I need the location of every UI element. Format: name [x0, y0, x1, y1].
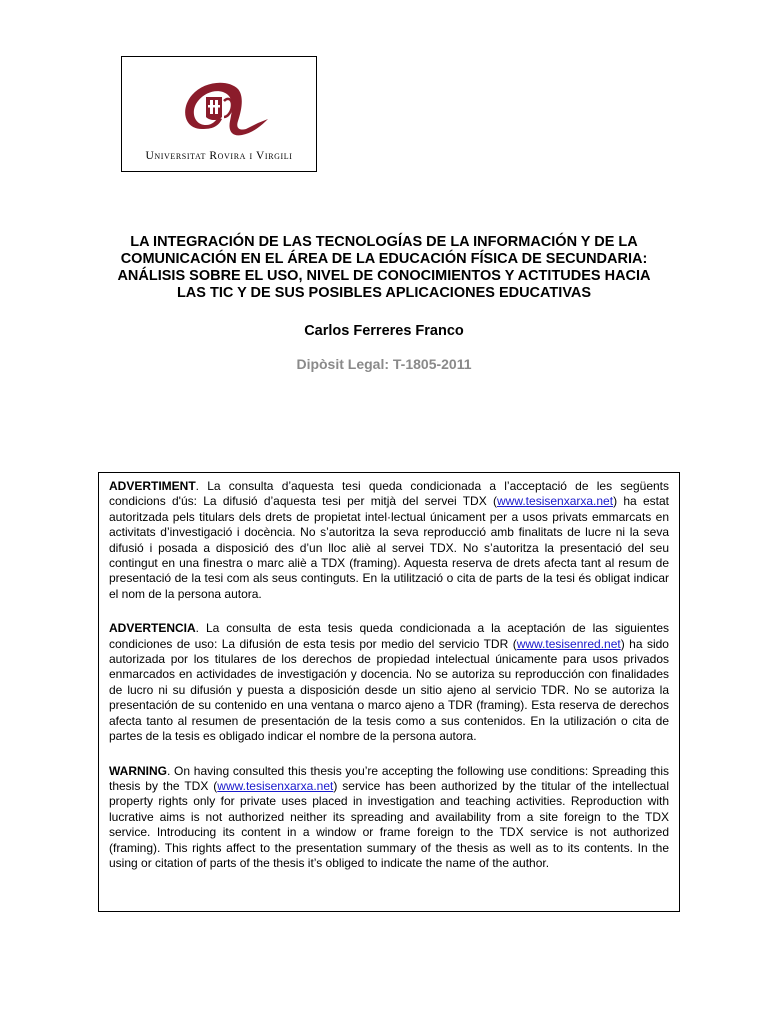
notice-english-text-1: . On having consulted this thesis you’re accepting the following use conditions: Spreading this thesis by the TDX (	[109, 763, 669, 793]
university-name: Universitat Rovira i Virgili	[145, 150, 293, 162]
notice-english-link[interactable]: www.tesisenxarxa.net	[217, 778, 334, 793]
notice-english-text-2: ) service has been authorized by the titular of the intellectual property rights only for private uses placed in investigation and teaching activities. Reproduction with lucrative aims is not authorized neither its spreading and availability from a site foreign to the TDX service. Introducing its content in a window or frame foreign to the TDX service is not authorized (framing). This rights affect to the presentation summary of the thesis as well as to its contents. In the using or citation of parts of the thesis it’s obliged to indicate the name of the author.	[109, 778, 669, 870]
usage-notice-box	[98, 472, 680, 912]
notice-catalan-text-2: ) ha estat autoritzada pels titulars dels drets de propietat intel·lectual únicament per a usos privats emmarcats en activitats d’investigació i docència. No s’autoritza la seva reproducció amb finalitats de lucre ni la seva difusió i posada a disposició des d’un lloc aliè al servei TDX. No s’autoritza la presentació del seu contingut en una finestra o marc aliè a TDX (framing). Aquesta reserva de drets afecta tant al resum de presentació de la tesi com als seus continguts. En la utilització o cita de parts de la tesi és obligat indicar el nom de la persona autora.	[109, 494, 669, 601]
notice-catalan-text-1: . La consulta d’aquesta tesi queda condicionada a l’acceptació de les següents condicions d'ús: La difusió d’aquesta tesi per mitjà del servei TDX (	[109, 479, 669, 509]
notice-spanish-text-2: ) ha sido autorizada por los titulares de los derechos de propiedad intelectual únicamente para usos privados enmarcados en actividades de investigación y docencia. No se autoriza su reproducción con finalidades de lucro ni su difusión y puesta a disposición desde un sitio ajeno al servicio TDR. No se autoriza la presentación de su contenido en una ventana o marco ajeno a TDR (framing). Esta reserva de derechos afecta tanto al resumen de presentación de la tesis como a sus contenidos. En la utilización o cita de partes de la tesis es obligado indicar el nombre de la persona autora.	[109, 636, 669, 744]
university-logo	[121, 56, 317, 172]
notice-spanish-label: ADVERTENCIA	[109, 621, 196, 636]
thesis-title: LA INTEGRACIÓN DE LAS TECNOLOGÍAS DE LA INFORMACIÓN Y DE LA COMUNICACIÓN EN EL ÁREA DE LA EDUCACIÓN FÍSICA DE SECUNDARIA: ANÁLISIS SOBRE EL USO, NIVEL DE CONOCIMIENTOS Y ACTITUDES HACIA LAS TIC Y DE SUS POSIBLES APLICACIONES EDUCATIVAS	[117, 234, 651, 301]
notice-spanish-link[interactable]: www.tesisenred.net	[516, 636, 621, 651]
notice-catalan-label: ADVERTIMENT	[109, 479, 196, 493]
notice-catalan	[109, 479, 669, 602]
notice-english-label: WARNING	[109, 763, 167, 778]
thesis-author: Carlos Ferreres Franco	[304, 323, 464, 339]
notice-catalan-link[interactable]: www.tesisenxarxa.net	[497, 494, 614, 509]
notice-english	[109, 764, 669, 872]
notice-spanish	[109, 621, 669, 744]
notice-spanish-text-1: . La consulta de esta tesis queda condicionada a la aceptación de las siguientes condiciones de uso: La difusión de esta tesis por medio del servicio TDR (	[109, 621, 669, 651]
urv-logo-mark-icon	[172, 71, 272, 141]
legal-deposit: Dipòsit Legal: T-1805-2011	[296, 356, 472, 372]
